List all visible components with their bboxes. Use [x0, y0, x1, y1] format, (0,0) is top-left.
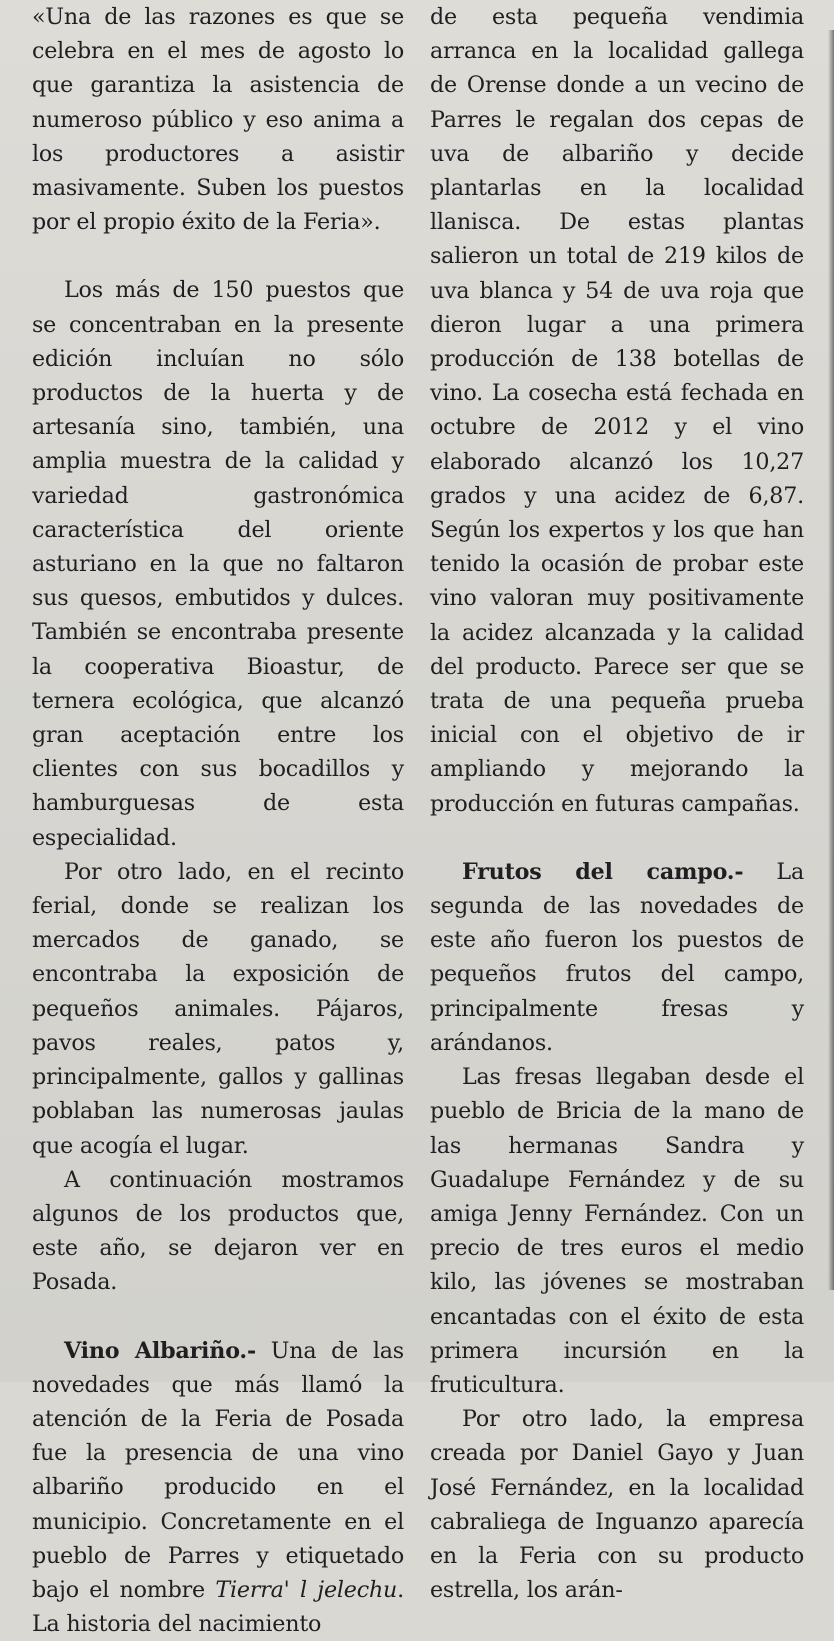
- albarino-text-b: . La historia del nacimiento: [32, 1576, 404, 1638]
- paragraph-products-intro: A continuación mostramos algunos de los productos que, este año, se dejaron ver en Posada.: [32, 1166, 404, 1296]
- frutos-text: La segunda de las novedades de este año fueron los puestos de pequeños frutos del campo, principalmente fresas y arándanos.: [430, 858, 804, 1056]
- albarino-text-a: Una de las novedades que más llamó la atención de la Feria de Posada fue la presencia de una vino albariño producido en el municipio. Concretamente en el pueblo de Parres y etiquetado bajo el nombre: [32, 1337, 404, 1603]
- left-column: [0, 0, 404, 1638]
- paragraph-vintage-history: de esta pequeña vendimia arranca en la localidad gallega de Orense donde a un vecino de Parres le regalan dos cepas de uva de albariño y decide plantarlas en la localidad llanisca. De estas plantas salieron un total de 219 kilos de uva blanca y 54 de uva roja que dieron lugar a una primera producción de 138 botellas de vino. La cosecha está fechada en octubre de 2012 y el vino elaborado alcanzó los 10,27 grados y una acidez de 6,87. Según los expertos y los que han tenido la ocasión de probar este vino valoran muy positivamente la acidez alcanzada y la calidad del producto. Parece ser que se trata de una pequeña prueba inicial con el objetivo de ir ampliando y mejorando la producción en futuras campañas.: [430, 4, 804, 817]
- paragraph-quote: «Una de las razones es que se celebra en el mes de agosto lo que garantiza la asistencia de numeroso público y eso anima a los productores a asistir masivamente. Suben los puestos por el propio éxito de la Feria».: [32, 4, 404, 236]
- paragraph-fairground: Por otro lado, en el recinto ferial, donde se realizan los mercados de ganado, se encontraba la exposición de pequeños animales. Pájaros, pavos reales, patos y, principalmente, gallos y gallinas poblaban las numerosas jaulas que acogía el lugar.: [32, 858, 404, 1159]
- paragraph-arandanos: Por otro lado, la empresa creada por Daniel Gayo y Juan José Fernández, en la localidad cabraliega de Inguanzo aparecía en la Feria con su producto estrella, los arán-: [430, 1406, 804, 1604]
- heading-vino-albarino: Vino Albariño.-: [64, 1337, 256, 1364]
- paragraph-stalls: Los más de 150 puestos que se concentraban en la presente edición incluían no sólo productos de la huerta y de artesanía sino, también, una amplia muestra de la calidad y variedad gastronómica característica del oriente asturiano en la que no faltaron sus quesos, embutidos y dulces. También se encontraba presente la cooperativa Bioastur, de ternera ecológica, que alcanzó gran aceptación entre los clientes con sus bocadillos y hamburguesas de esta especialidad.: [32, 277, 404, 851]
- right-column: [430, 0, 804, 1604]
- paragraph-albarino: [32, 1334, 404, 1641]
- paragraph-frutos: [430, 855, 804, 1060]
- page-edge-shadow: [828, 30, 834, 1290]
- wine-name-italic: Tierra' l jelechu: [215, 1576, 398, 1603]
- paragraph-fresas: Las fresas llegaban desde el pueblo de Bricia de la mano de las hermanas Sandra y Guadalupe Fernández y de su amiga Jenny Fernández. Con un precio de tres euros el medio kilo, las jóvenes se mostraban encantadas con el éxito de esta primera incursión en la fruticultura.: [430, 1064, 804, 1398]
- heading-frutos-del-campo: Frutos del campo.-: [462, 858, 744, 885]
